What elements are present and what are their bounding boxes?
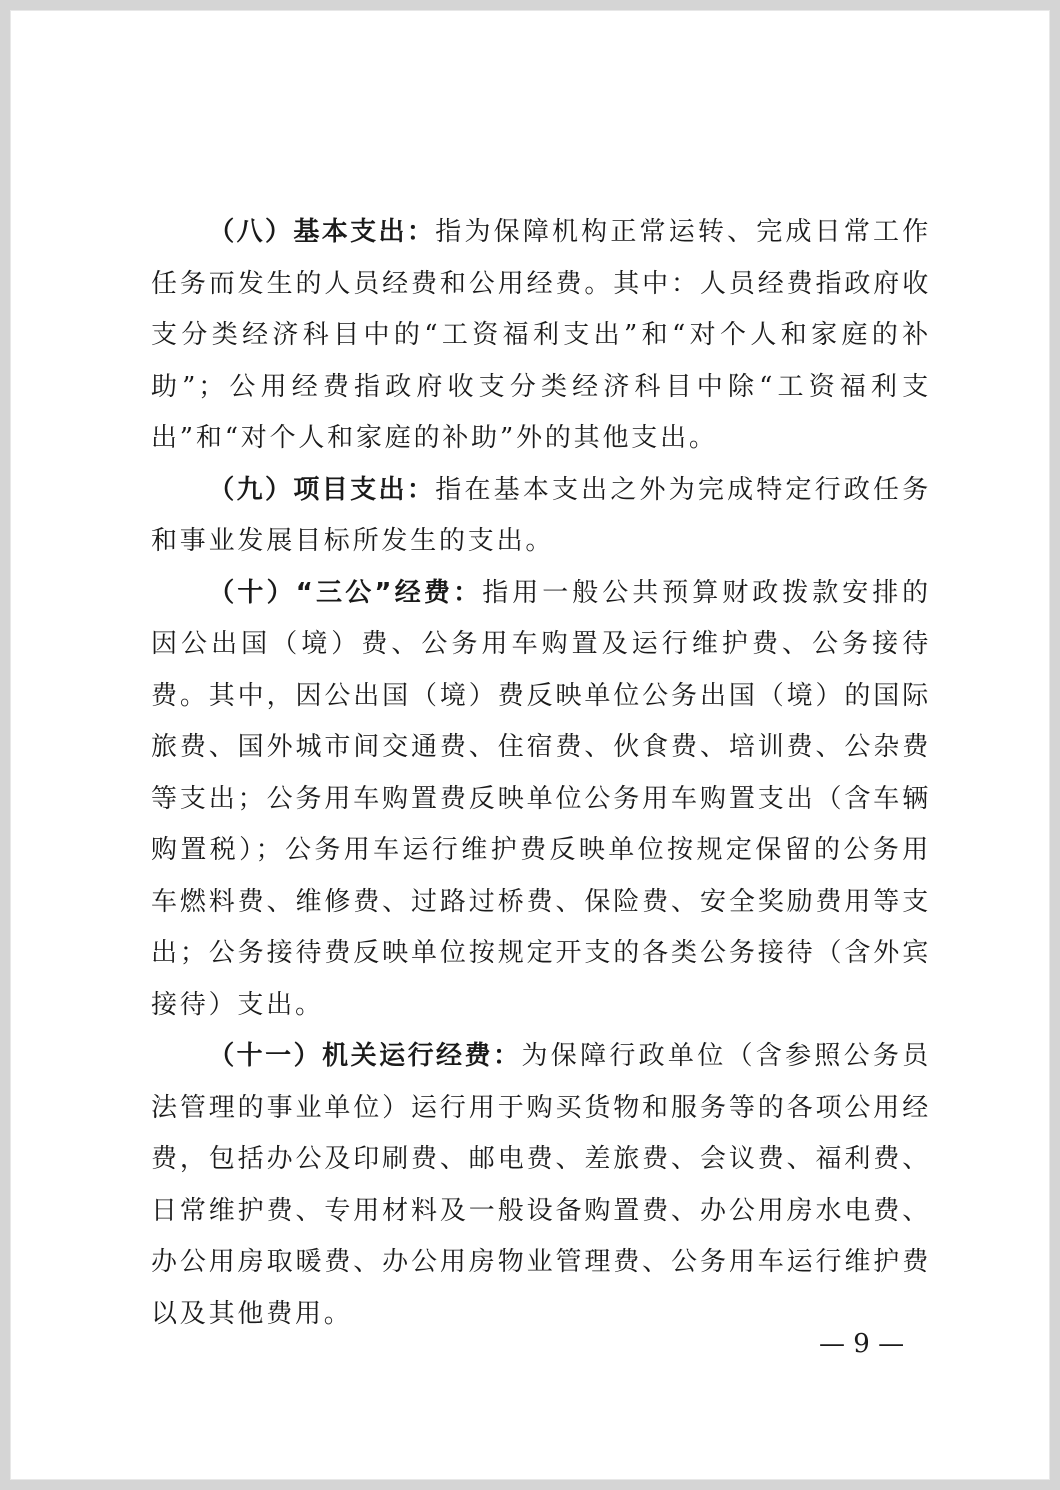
definition-basic-expenditure: 指为保障机构正常运转、完成日常工作任务而发生的人员经费和公用经费。其中：人员经费指政府收支分类经济科目中的“工资福利支出”和“对个人和家庭的补助”；公用经费指政府收支分类经济科目中除“工资福利支出”和“对个人和家庭的补助”外的其他支出。 <box>151 217 931 453</box>
term-basic-expenditure: （八）基本支出： <box>208 217 436 247</box>
definition-three-public-expenses: 指用一般公共预算财政拨款安排的因公出国（境）费、公务用车购置及运行维护费、公务接待费。其中，因公出国（境）费反映单位公务出国（境）的国际旅费、国外城市间交通费、住宿费、伙食费、培训费、公杂费等支出；公务用车购置费反映单位公务用车购置支出（含车辆购置税）；公务用车运行维护费反映单位按规定保留的公务用车燃料费、维修费、过路过桥费、保险费、安全奖励费用等支出；公务接待费反映单位按规定开支的各类公务接待（含外宾接待）支出。 <box>151 577 931 1020</box>
definition-project-expenditure: 指在基本支出之外为完成特定行政任务和事业发展目标所发生的支出。 <box>151 474 931 556</box>
term-project-expenditure: （九）项目支出： <box>208 474 436 505</box>
term-operating-expenses: （十一）机关运行经费： <box>208 1041 522 1071</box>
paragraph-project-expenditure <box>151 465 931 568</box>
term-three-public-expenses: （十）“三公”经费： <box>208 577 483 608</box>
paragraph-basic-expenditure <box>151 207 931 465</box>
paragraph-three-public-expenses <box>151 568 931 1032</box>
document-body <box>151 207 931 1340</box>
paragraph-operating-expenses <box>151 1031 931 1340</box>
page-number: — 9 — <box>819 1329 905 1359</box>
document-page <box>10 10 1050 1480</box>
definition-operating-expenses: 为保障行政单位（含参照公务员法管理的事业单位）运行用于购买货物和服务等的各项公用经费，包括办公及印刷费、邮电费、差旅费、会议费、福利费、日常维护费、专用材料及一般设备购置费、办公用房水电费、办公用房取暖费、办公用房物业管理费、公务用车运行维护费以及其他费用。 <box>151 1041 931 1329</box>
